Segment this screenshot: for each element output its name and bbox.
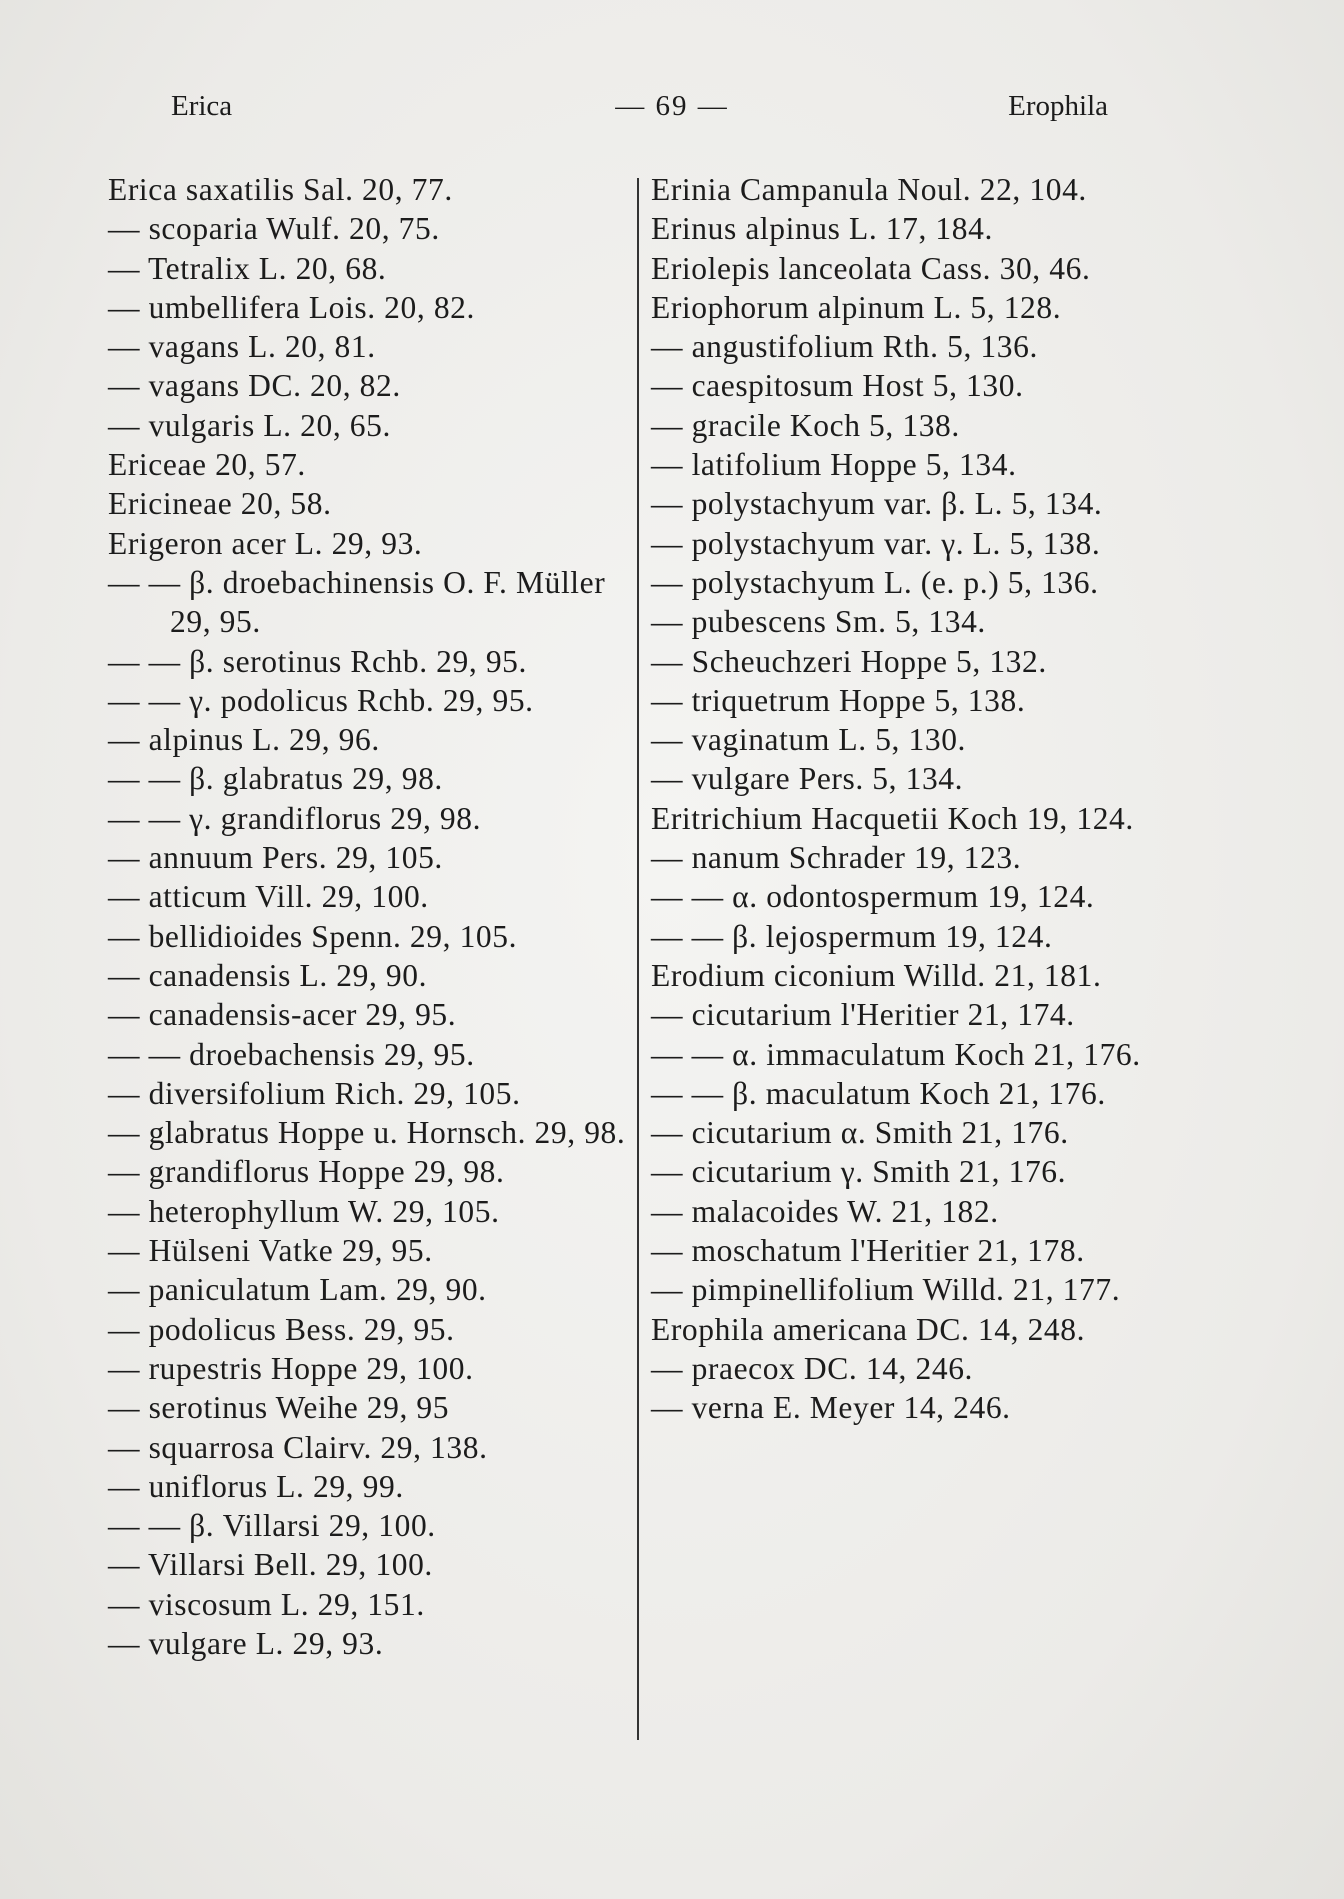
index-entry: — nanum Schrader 19, 123. (651, 840, 1022, 876)
index-entry: Eriolepis lanceolata Cass. 30, 46. (651, 250, 1091, 286)
index-entry: Erinia Campanula Noul. 22, 104. (651, 172, 1087, 207)
index-entry: — — droebachensis 29, 95. (108, 1036, 475, 1072)
index-entry: — — β. maculatum Koch 21, 176. (651, 1075, 1106, 1111)
index-entry: — canadensis-acer 29, 95. (108, 997, 457, 1033)
index-entry: — uniflorus L. 29, 99. (108, 1468, 404, 1504)
index-entry: Erica saxatilis Sal. 20, 77. (108, 172, 453, 207)
index-entry: — grandiflorus Hoppe 29, 98. (108, 1154, 505, 1190)
index-entry: — Scheuchzeri Hoppe 5, 132. (651, 643, 1047, 679)
index-entry: — polystachyum var. β. L. 5, 134. (651, 486, 1103, 522)
running-header (0, 90, 1344, 130)
index-entry: — glabratus Hoppe u. Hornsch. 29, 98. (108, 1115, 626, 1151)
index-entry: — malacoides W. 21, 182. (651, 1193, 999, 1229)
index-entry: — verna E. Meyer 14, 246. (651, 1390, 1011, 1426)
index-entry: Erigeron acer L. 29, 93. (108, 525, 423, 561)
index-entry: — vulgaris L. 20, 65. (108, 407, 391, 443)
index-entry: — — β. lejospermum 19, 124. (651, 918, 1053, 954)
index-entry: — alpinus L. 29, 96. (108, 722, 380, 758)
header-left-catchword: Erica (171, 90, 233, 122)
index-entry: — praecox DC. 14, 246. (651, 1350, 974, 1386)
index-entry: — moschatum l'Heritier 21, 178. (651, 1233, 1085, 1269)
index-entry: — polystachyum var. γ. L. 5, 138. (651, 525, 1101, 561)
index-entry: — pubescens Sm. 5, 134. (651, 604, 986, 640)
index-entry: Erodium ciconium Willd. 21, 181. (651, 957, 1102, 993)
index-entry: — — β. glabratus 29, 98. (108, 761, 443, 797)
index-entry: — viscosum L. 29, 151. (108, 1586, 425, 1622)
index-entry: — triquetrum Hoppe 5, 138. (651, 682, 1026, 718)
index-entry: — cicutarium α. Smith 21, 176. (651, 1115, 1069, 1151)
right-column (651, 170, 1171, 1428)
index-entry: — podolicus Bess. 29, 95. (108, 1311, 455, 1347)
index-entry: — umbellifera Lois. 20, 82. (108, 289, 476, 325)
left-column (108, 170, 628, 1663)
index-entry: — vulgare L. 29, 93. (108, 1625, 384, 1661)
column-divider (637, 178, 639, 1740)
index-entry: — polystachyum L. (e. p.) 5, 136. (651, 564, 1099, 600)
index-entry: — rupestris Hoppe 29, 100. (108, 1350, 474, 1386)
index-entry: — — α. immaculatum Koch 21, 176. (651, 1036, 1141, 1072)
page-number: — 69 — (615, 90, 729, 122)
index-entry: Eritrichium Hacquetii Koch 19, 124. (651, 800, 1134, 836)
index-entry: — latifolium Hoppe 5, 134. (651, 447, 1017, 483)
index-entry: — — β. Villarsi 29, 100. (108, 1508, 436, 1544)
index-entry: — — γ. grandiflorus 29, 98. (108, 800, 482, 836)
index-entry: Erinus alpinus L. 17, 184. (651, 211, 993, 247)
index-entry: — Villarsi Bell. 29, 100. (108, 1547, 433, 1583)
index-entry: — annuum Pers. 29, 105. (108, 840, 443, 876)
index-entry: — — β. droebachinensis O. F. Müller 29, 95. (108, 564, 606, 640)
index-entry: — atticum Vill. 29, 100. (108, 879, 429, 915)
index-entry: — Tetralix L. 20, 68. (108, 250, 387, 286)
index-entry: — serotinus Weihe 29, 95 (108, 1390, 450, 1426)
index-entry: — cicutarium l'Heritier 21, 174. (651, 997, 1075, 1033)
index-entry: — scoparia Wulf. 20, 75. (108, 211, 440, 247)
index-entry: — canadensis L. 29, 90. (108, 957, 428, 993)
index-entry: — — α. odontospermum 19, 124. (651, 879, 1095, 915)
index-entry: — heterophyllum W. 29, 105. (108, 1193, 500, 1229)
index-entry: — caespitosum Host 5, 130. (651, 368, 1024, 404)
index-entry: Erophila americana DC. 14, 248. (651, 1311, 1086, 1347)
index-entry: — — β. serotinus Rchb. 29, 95. (108, 643, 528, 679)
index-entry: — squarrosa Clairv. 29, 138. (108, 1429, 488, 1465)
index-entry: — bellidioides Spenn. 29, 105. (108, 918, 518, 954)
index-entry: — vagans DC. 20, 82. (108, 368, 401, 404)
index-entry: — pimpinellifolium Willd. 21, 177. (651, 1272, 1121, 1308)
index-entry: Eriophorum alpinum L. 5, 128. (651, 289, 1062, 325)
index-entry: Ericeae 20, 57. (108, 447, 306, 483)
index-entry: — gracile Koch 5, 138. (651, 407, 960, 443)
index-entry: — Hülseni Vatke 29, 95. (108, 1233, 433, 1269)
index-entry: — vagans L. 20, 81. (108, 329, 376, 365)
index-entry: — diversifolium Rich. 29, 105. (108, 1075, 521, 1111)
index-entry: — — γ. podolicus Rchb. 29, 95. (108, 682, 534, 718)
index-entry: — paniculatum Lam. 29, 90. (108, 1272, 487, 1308)
index-entry: — vulgare Pers. 5, 134. (651, 761, 964, 797)
index-entry: Ericineae 20, 58. (108, 486, 332, 522)
index-entry: — angustifolium Rth. 5, 136. (651, 329, 1038, 365)
index-entry: — cicutarium γ. Smith 21, 176. (651, 1154, 1067, 1190)
header-right-catchword: Erophila (1008, 90, 1108, 122)
index-entry: — vaginatum L. 5, 130. (651, 722, 967, 758)
